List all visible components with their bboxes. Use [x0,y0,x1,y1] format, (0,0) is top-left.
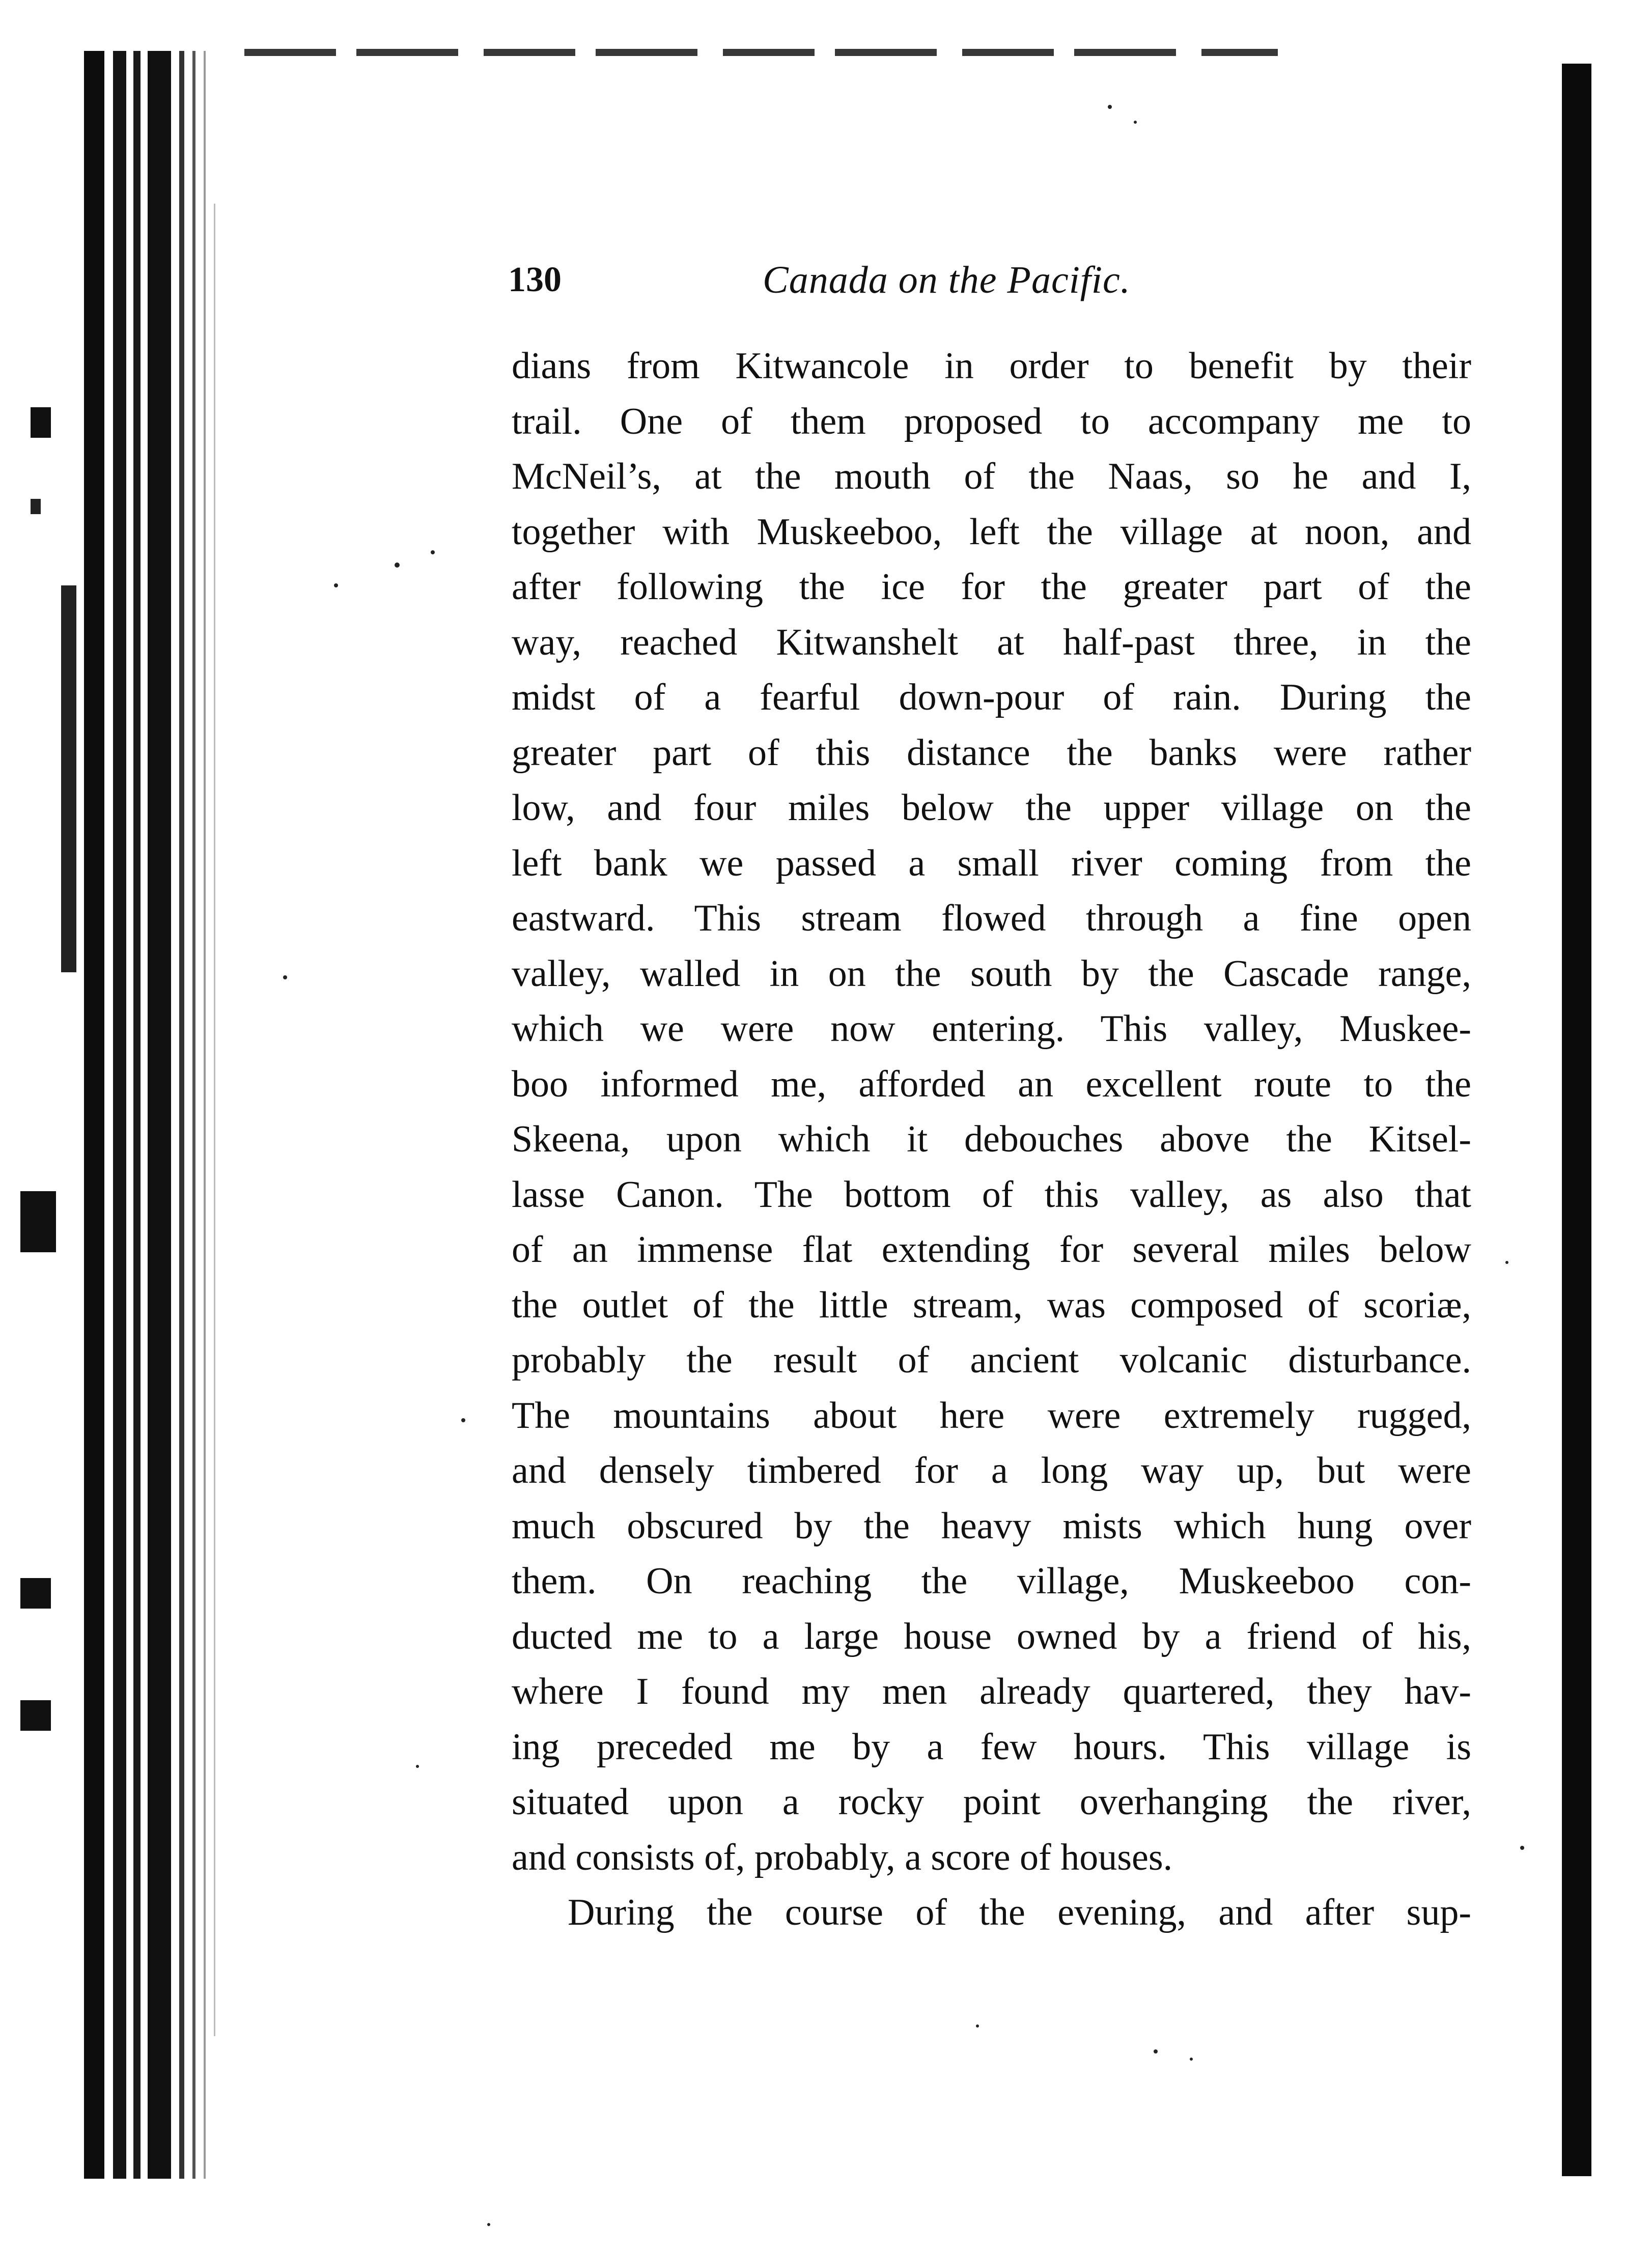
running-title: Canada on the Pacific. [763,259,1131,301]
text-line-paragraph-start: During the course of the evening, and after sup- [568,1892,1471,1933]
page-number: 130 [508,260,562,299]
text-line: way, reached Kitwanshelt at half-past three, in the [512,621,1471,663]
text-line: which we were now entering. This valley, Muskee- [512,1008,1471,1050]
text-line: lasse Canon. The bottom of this valley, as also that [512,1173,1471,1216]
text-line: valley, walled in on the south by the Cascade range, [512,952,1471,995]
text-line: dians from Kitwancole in order to benefit by their [512,345,1471,387]
text-line: ducted me to a large house owned by a friend of his, [512,1615,1471,1657]
text-line: The mountains about here were extremely rugged, [512,1394,1471,1437]
text-line: together with Muskeeboo, left the village at noon, and [512,511,1471,553]
text-line: after following the ice for the greater part of the [512,566,1471,608]
text-line: ing preceded me by a few hours. This village is [512,1726,1471,1768]
text-line: boo informed me, afforded an excellent route to the [512,1063,1471,1105]
text-line: McNeil’s, at the mouth of the Naas, so he and I, [512,456,1471,497]
text-line: situated upon a rocky point overhanging the river, [512,1781,1471,1823]
text-line: and consists of, probably, a score of houses. [512,1836,1173,1878]
text-line: where I found my men already quartered, they hav- [512,1671,1471,1712]
text-line: greater part of this distance the banks were rather [512,731,1471,774]
text-line: the outlet of the little stream, was composed of scoriæ, [512,1284,1471,1326]
text-line: and densely timbered for a long way up, but were [512,1450,1471,1492]
text-line: of an immense flat extending for several miles below [512,1229,1471,1271]
top-edge-artifact [244,49,1278,56]
body-text [512,339,1471,1940]
text-line: left bank we passed a small river coming from the [512,842,1471,884]
page-header [508,249,1526,311]
right-edge-shadow [1562,64,1591,2176]
text-line: midst of a fearful down-pour of rain. During the [512,677,1471,718]
text-line: them. On reaching the village, Muskeeboo con- [512,1560,1471,1602]
text-line: Skeena, upon which it debouches above the Kitsel- [512,1118,1471,1160]
text-line: much obscured by the heavy mists which hung over [512,1505,1471,1547]
binding-edge-artifact [0,51,239,2179]
text-line: eastward. This stream flowed through a fine open [512,897,1471,939]
text-line: probably the result of ancient volcanic disturbance. [512,1339,1471,1381]
text-line: trail. One of them proposed to accompany me to [512,400,1471,442]
text-line: low, and four miles below the upper village on the [512,787,1471,829]
